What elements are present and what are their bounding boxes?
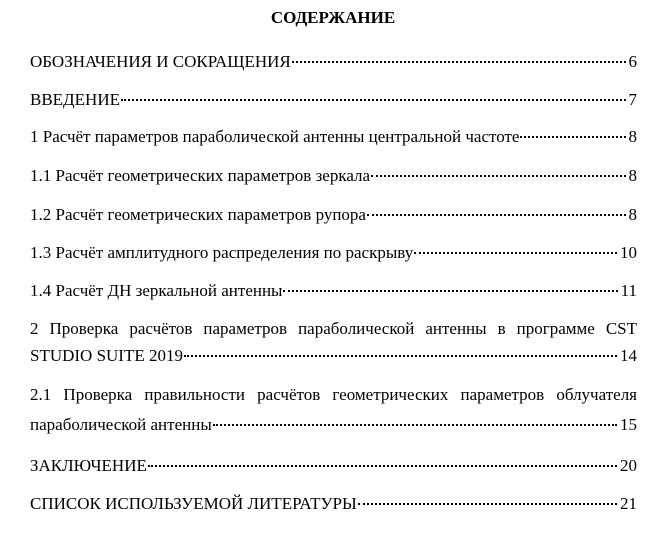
toc-entry-page: 10 bbox=[620, 243, 637, 262]
toc-entry-label: параболической антенны bbox=[30, 415, 212, 434]
toc-entry bbox=[30, 52, 637, 72]
toc-entry-page: 14 bbox=[620, 346, 637, 365]
dot-leader bbox=[121, 99, 626, 101]
toc-entry-page: 20 bbox=[620, 456, 637, 475]
toc-entry-page: 7 bbox=[628, 90, 637, 109]
toc-entry bbox=[30, 494, 637, 514]
dot-leader bbox=[283, 290, 617, 292]
toc-entry-label: 1 Расчёт параметров параболической антенны центральной частоте bbox=[30, 127, 520, 146]
toc-entry bbox=[30, 456, 637, 476]
dot-leader bbox=[414, 252, 617, 254]
toc-entry-page: 15 bbox=[620, 415, 637, 434]
toc-entry-label: 1.1 Расчёт геометрических параметров зеркала bbox=[30, 166, 371, 185]
toc-entry bbox=[30, 243, 637, 263]
page-title: СОДЕРЖАНИЕ bbox=[270, 8, 396, 27]
dot-leader bbox=[148, 465, 617, 467]
toc-entry bbox=[30, 127, 637, 147]
toc-entry-page: 8 bbox=[628, 205, 637, 224]
toc-entry bbox=[30, 166, 637, 186]
toc-entry-label: ЗАКЛЮЧЕНИЕ bbox=[30, 456, 147, 475]
toc-entry-first-line: 2.1 Проверка правильности расчётов геометрических параметров облучателя bbox=[30, 385, 637, 404]
toc-entry-label: 1.4 Расчёт ДН зеркальной антенны bbox=[30, 281, 283, 300]
toc-entry-label: ОБОЗНАЧЕНИЯ И СОКРАЩЕНИЯ bbox=[30, 52, 291, 71]
toc-entry bbox=[30, 319, 637, 366]
toc-entry-first-line: 2 Проверка расчётов параметров параболической антенны в программе CST bbox=[30, 319, 637, 338]
toc-entry-page: 8 bbox=[628, 166, 637, 185]
toc-entry bbox=[30, 90, 637, 110]
toc-entry-page: 6 bbox=[628, 52, 637, 71]
toc-entry bbox=[30, 281, 637, 301]
toc-entry bbox=[30, 205, 637, 225]
dot-leader bbox=[367, 214, 626, 216]
toc-entry-label: СПИСОК ИСПОЛЬЗУЕМОЙ ЛИТЕРАТУРЫ bbox=[30, 494, 357, 513]
toc-entry-label: 1.3 Расчёт амплитудного распределения по раскрыву bbox=[30, 243, 414, 262]
dot-leader bbox=[358, 503, 617, 505]
toc-entry-page: 11 bbox=[620, 281, 637, 300]
toc-entry-label: ВВЕДЕНИЕ bbox=[30, 90, 120, 109]
dot-leader bbox=[213, 424, 617, 426]
toc-entry-page: 8 bbox=[628, 127, 637, 146]
toc-entry bbox=[30, 385, 637, 435]
dot-leader bbox=[520, 136, 625, 138]
toc-entry-label: 1.2 Расчёт геометрических параметров рупора bbox=[30, 205, 366, 224]
toc-entry-page: 21 bbox=[620, 494, 637, 513]
dot-leader bbox=[184, 355, 617, 357]
dot-leader bbox=[371, 175, 625, 177]
dot-leader bbox=[292, 61, 626, 63]
toc-entry-label: STUDIO SUITE 2019 bbox=[30, 346, 183, 365]
